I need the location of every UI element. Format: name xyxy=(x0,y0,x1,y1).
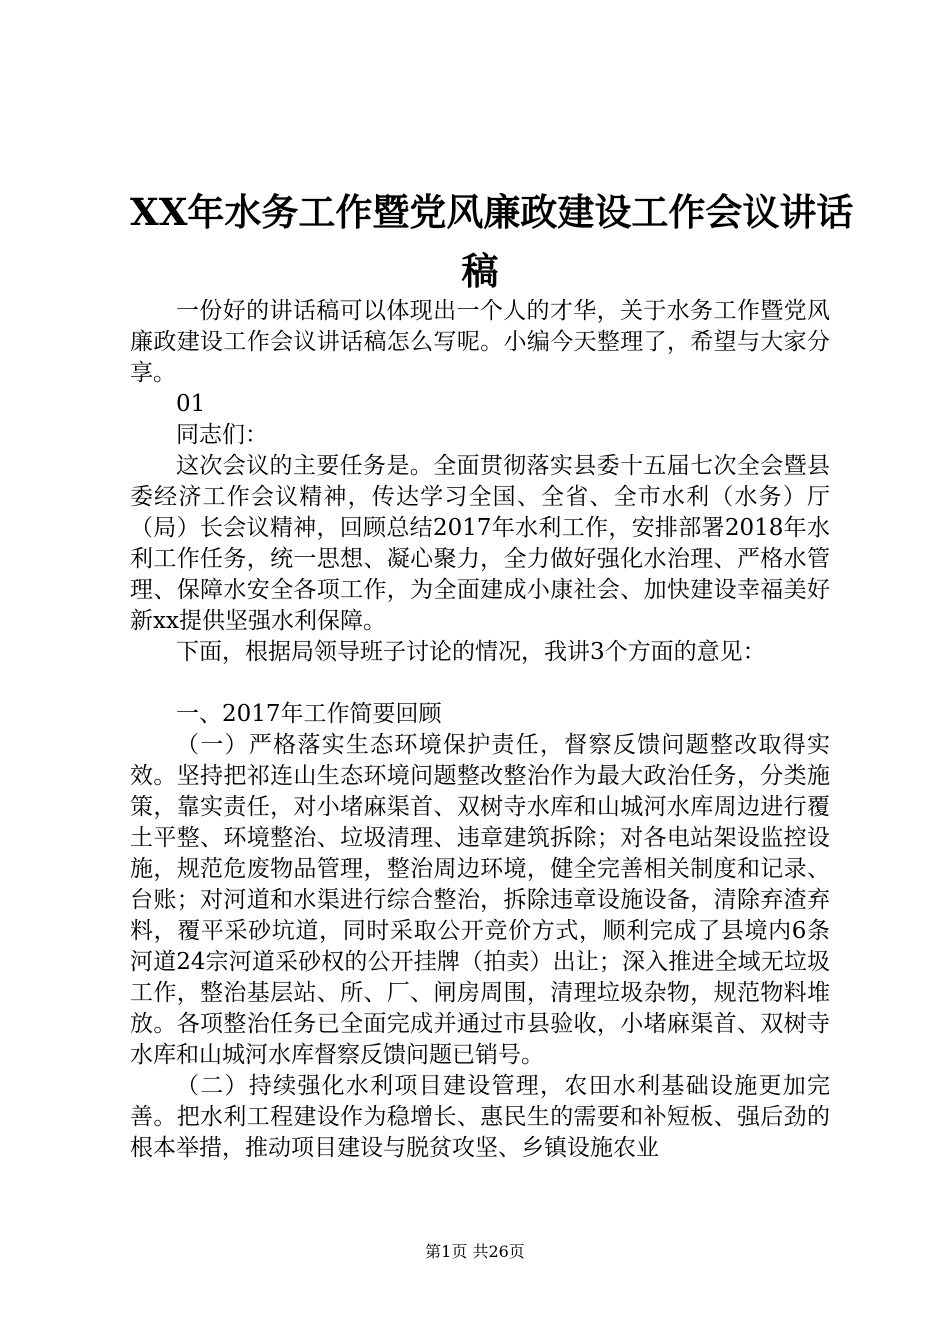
salutation: 同志们： xyxy=(176,422,268,448)
page-footer: 第1页 共26页 xyxy=(425,1242,525,1261)
document-title-line-2: 稿 xyxy=(461,249,499,293)
section-number: 01 xyxy=(176,391,206,417)
review-paragraph-1: （一）严格落实生态环境保护责任，督察反馈问题整改取得实效。坚持把祁连山生态环境问题整改整治作为最大政治任务，分类施策，靠实责任，对小堵麻渠首、双树寺水库和山城河水库周边进行覆土平整、环境整治、垃圾清理、违章建筑拆除；对各电站架设监控设施，规范危废物品管理，整治周边环境，健全完善相关制度和记录、台账；对河道和水渠进行综合整治，拆除违章设施设备，清除弃渣弃料，覆平采砂坑道，同时采取公开竞价方式，顺利完成了县境内6条河道24宗河道采砂权的公开挂牌（拍卖）出让；深入推进全域无垃圾工作，整治基层站、所、厂、闸房周围，清理垃圾杂物，规范物料堆放。各项整治任务已全面完成并通过市县验收，小堵麻渠首、双树寺水库和山城河水库督察反馈问题已销号。 xyxy=(130,732,830,1068)
meeting-task-paragraph: 这次会议的主要任务是。全面贯彻落实县委十五届七次全会暨县委经济工作会议精神，传达学习全国、全省、全市水利（水务）厅（局）长会议精神，回顾总结2017年水利工作，安排部署2018年水利工作任务，统一思想、凝心聚力，全力做好强化水治理、严格水管理、保障水安全各项工作，为全面建成小康社会、加快建设幸福美好新xx提供坚强水利保障。 xyxy=(130,453,830,634)
document-body xyxy=(130,296,830,1164)
review-paragraph-2: （二）持续强化水利项目建设管理，农田水利基础设施更加完善。把水利工程建设作为稳增长、惠民生的需要和补短板、强后劲的根本举措，推动项目建设与脱贫攻坚、乡镇设施农业 xyxy=(130,1073,830,1161)
document-title-line-1: XX年水务工作暨党风廉政建设工作会议讲话 xyxy=(130,190,854,234)
overview-paragraph: 下面，根据局领导班子讨论的情况，我讲3个方面的意见： xyxy=(176,639,766,665)
intro-paragraph: 一份好的讲话稿可以体现出一个人的才华，关于水务工作暨党风廉政建设工作会议讲话稿怎么写呢。小编今天整理了，希望与大家分享。 xyxy=(130,298,830,386)
section-heading: 一、2017年工作简要回顾 xyxy=(176,701,442,727)
blank-line xyxy=(130,668,830,699)
